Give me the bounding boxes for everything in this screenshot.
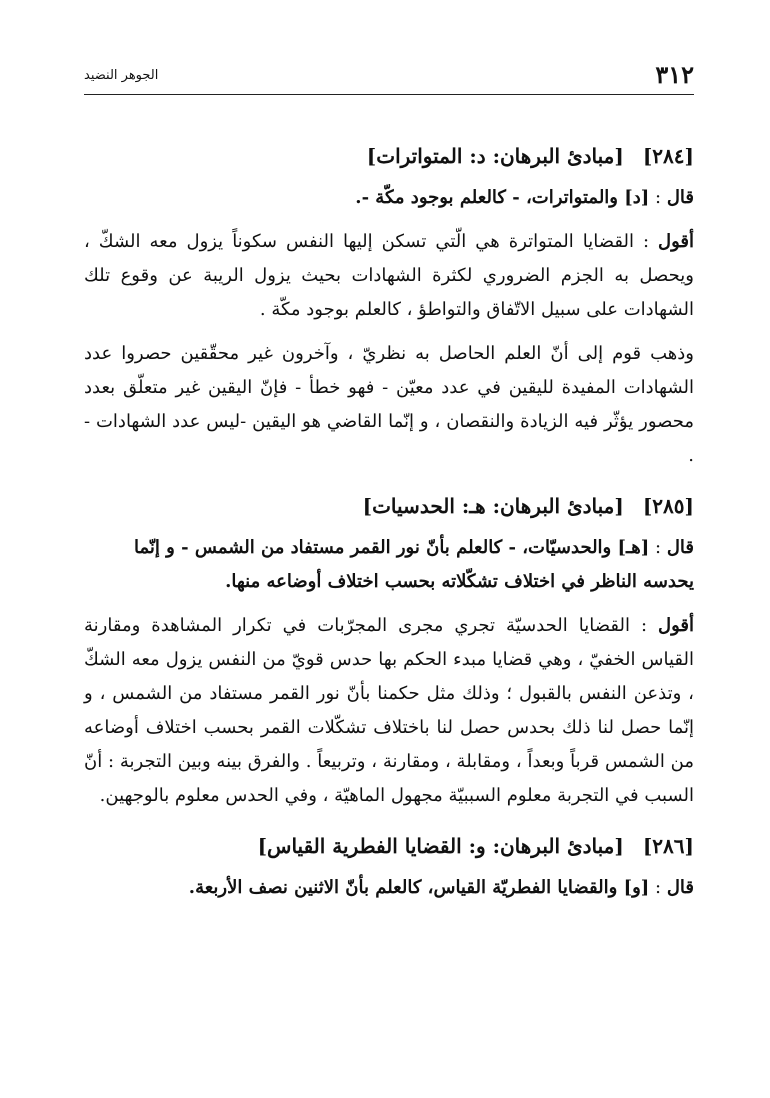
running-header (84, 60, 694, 95)
commentary-paragraph (84, 609, 694, 813)
matn-body: [و] والقضايا الفطريّة القياس، كالعلم بأنّ الاثنين نصف الأربعة. (188, 877, 650, 898)
label-separator: : (633, 231, 659, 252)
section-title: [مبادئ البرهان: هـ: الحدسيات] (362, 494, 624, 518)
section-number: [٢٨٤] (642, 144, 694, 168)
commentary-body: القضايا المتواترة هي الّتي تسكن إليها النفس سكوناً يزول معه الشكّ ، ويحصل به الجزم الضروري لكثرة الشهادات بحيث يزول الريبة عن وقوع تلك الشهادات على سبيل الاتّفاق والتواطؤ ، كالعلم بوجود مكّة . (84, 231, 694, 320)
qala-label: قال (666, 537, 694, 558)
matn-text (84, 531, 694, 599)
label-separator: : (649, 537, 667, 558)
page-number: ٣١٢ (655, 60, 694, 89)
matn-body: [هـ] والحدسيّات، - كالعلم بأنّ نور القمر مستفاد من الشمس - و إنّما يحدسه الناظر في اختلاف تشكّلاته بحسب اختلاف أوضاعه منها. (134, 537, 694, 592)
aqulu-label: أقول (658, 231, 694, 252)
book-page (84, 60, 694, 915)
section-number: [٢٨٥] (642, 494, 694, 518)
commentary-paragraph (84, 225, 694, 327)
qala-label: قال (666, 877, 694, 898)
matn-text (84, 181, 694, 215)
section-heading-286 (84, 829, 694, 863)
section-number: [٢٨٦] (642, 834, 694, 858)
commentary-body: القضايا الحدسيّة تجري مجرى المجرّبات في تكرار المشاهدة ومقارنة القياس الخفيّ ، وهي قضايا مبدء الحكم بها حدس قويّ من النفس يزول معه الشكّ ، وتذعن النفس بالقبول ؛ وذلك مثل حكمنا بأنّ نور القمر مستفاد من الشمس ، و إنّما حصل لنا ذلك بحدس حصل لنا باختلاف تشكّلات القمر بحسب اختلاف أوضاعه من الشمس قرباً وبعداً ، ومقابلة ، ومقارنة ، وتربيعاً . والفرق بينه وبين التجربة : أنّ السبب في التجربة معلوم السببيّة مجهول الماهيّة ، وفي الحدس معلوم بالوجهين. (84, 615, 694, 806)
matn-text (84, 871, 694, 905)
label-separator: : (649, 187, 667, 208)
book-title: الجوهر النضيد (84, 68, 159, 83)
section-heading-284 (84, 139, 694, 173)
qala-label: قال (666, 187, 694, 208)
section-title: [مبادئ البرهان: و: القضايا الفطرية القياس] (257, 834, 624, 858)
section-title: [مبادئ البرهان: د: المتواترات] (366, 144, 624, 168)
commentary-paragraph-2: وذهب قوم إلى أنّ العلم الحاصل به نظريّ ، وآخرون غير محقّقين حصروا عدد الشهادات المفيدة لليقين في عدد معيّن - فهو خطأ - فإنّ اليقين غير متعلّق بعدد محصور يؤثّر فيه الزيادة والنقصان ، و إنّما القاضي هو اليقين -ليس عدد الشهادات - . (84, 343, 694, 466)
matn-body: [د] والمتواترات، - كالعلم بوجود مكّة -. (355, 187, 650, 208)
aqulu-label: أقول (658, 615, 694, 636)
label-separator: : (629, 615, 659, 636)
label-separator: : (649, 877, 667, 898)
section-heading-285 (84, 489, 694, 523)
